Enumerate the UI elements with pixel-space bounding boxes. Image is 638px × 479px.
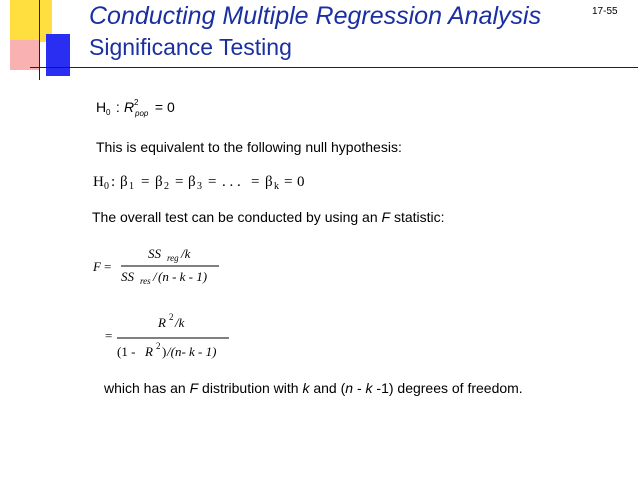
beta-3-sub: 3: [197, 181, 202, 192]
equals-zero: = 0: [151, 99, 175, 115]
equivalent-text: This is equivalent to the following null hypothesis:: [96, 139, 402, 155]
slide-number: 17-55: [592, 6, 618, 17]
slash: /: [153, 269, 157, 284]
ss-num: SS: [148, 246, 161, 261]
r-slash-k: /k: [175, 315, 185, 330]
overall-pre: The overall test can be conducted by using an: [92, 209, 382, 225]
slide-title: Conducting Multiple Regression Analysis: [89, 2, 542, 30]
close-paren: ): [162, 344, 167, 359]
which-n: n: [345, 380, 354, 396]
which-pre: which has an: [104, 380, 190, 396]
r-symbol: R: [124, 99, 135, 115]
beta-2-sub: 2: [164, 181, 169, 192]
beta-1: β: [120, 174, 128, 190]
which-mid2: and (: [309, 380, 346, 396]
which-post: -1) degrees of freedom.: [372, 380, 523, 396]
null-hypothesis-beta: [93, 174, 305, 192]
slash-k: /k: [181, 246, 191, 261]
eq-3: =: [208, 174, 217, 190]
r-num: R: [158, 315, 166, 330]
r-num-sq: 2: [169, 312, 174, 322]
distribution-text: [103, 380, 523, 396]
beta-k-sub: k: [274, 181, 279, 192]
res-sub: res: [140, 276, 151, 286]
one-minus: (1 -: [117, 344, 139, 359]
overall-test-text: [92, 209, 445, 225]
n-minus-k-minus-1: (n - k - 1): [158, 269, 208, 284]
beta-3: β: [188, 174, 196, 190]
beta-1-sub: 1: [129, 181, 134, 192]
h0-symbol: H: [96, 99, 107, 115]
r-superscript: 2: [134, 98, 139, 107]
eq-5: =: [284, 174, 293, 190]
beta-colon: :: [111, 174, 116, 190]
overall-post: statistic:: [390, 209, 445, 225]
which-k2: k: [365, 380, 373, 396]
r-den-sq: 2: [156, 341, 161, 351]
f-formula: [92, 246, 219, 286]
null-hypothesis-r2: [96, 98, 175, 118]
dots: . . .: [222, 174, 241, 190]
beta-2: β: [155, 174, 163, 190]
zero: 0: [297, 174, 305, 190]
which-f: F: [189, 380, 199, 396]
which-mid1: distribution with: [198, 380, 303, 396]
h0-subscript: 0: [106, 108, 111, 117]
eq-4: =: [251, 174, 260, 190]
reg-sub: reg: [167, 253, 179, 263]
slide-subtitle: Significance Testing: [89, 34, 292, 60]
r2-equals: =: [105, 328, 113, 343]
r-den: R: [145, 344, 153, 359]
which-mid3: -: [353, 380, 366, 396]
f-equals: =: [104, 259, 112, 274]
n-paren: /(n- k - 1): [167, 344, 217, 359]
f-symbol: F: [93, 259, 101, 274]
eq-1: =: [141, 174, 150, 190]
overall-f: F: [381, 209, 391, 225]
which-k: k: [302, 380, 310, 396]
ss-den: SS: [121, 269, 134, 284]
h0-colon: :: [112, 99, 124, 115]
pop-subscript: pop: [135, 109, 149, 118]
beta-k: β: [265, 174, 273, 190]
eq-2: =: [175, 174, 184, 190]
beta-h-symbol: H: [93, 174, 104, 190]
r2-formula: [105, 312, 229, 359]
beta-h-subscript: 0: [104, 181, 109, 192]
